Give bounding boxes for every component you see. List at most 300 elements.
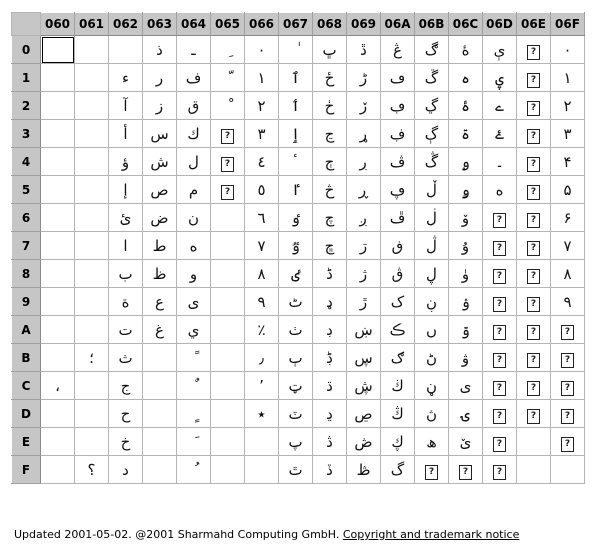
char-cell[interactable] — [143, 456, 177, 484]
char-cell[interactable] — [211, 36, 245, 64]
copyright-link[interactable]: Copyright and trademark notice — [342, 528, 520, 541]
char-cell[interactable]: ښ — [347, 316, 381, 344]
char-cell[interactable] — [41, 148, 75, 176]
char-cell[interactable]: ڌ — [313, 372, 347, 400]
char-cell[interactable]: ٪ — [245, 316, 279, 344]
char-cell[interactable]: ٶ — [279, 204, 313, 232]
char-cell[interactable] — [75, 288, 109, 316]
column-header: 06E — [517, 13, 551, 36]
char-cell[interactable]: ڃ — [313, 120, 347, 148]
row-header: 0 — [12, 36, 41, 64]
char-cell[interactable]: ڶ — [415, 204, 449, 232]
char-cell[interactable]: ؟ — [75, 456, 109, 484]
char-cell[interactable]: ٴ — [279, 148, 313, 176]
char-cell[interactable]: غ — [143, 316, 177, 344]
char-cell[interactable]: ڟ — [347, 456, 381, 484]
char-cell[interactable] — [483, 204, 517, 232]
char-cell[interactable] — [517, 64, 551, 92]
char-cell[interactable]: ڜ — [347, 372, 381, 400]
char-cell[interactable]: ڙ — [347, 288, 381, 316]
char-cell[interactable]: ل — [177, 148, 211, 176]
char-cell[interactable]: ڠ — [381, 36, 415, 64]
char-cell[interactable]: ظ — [143, 260, 177, 288]
char-cell[interactable]: ٷ — [279, 232, 313, 260]
missing-glyph-icon: ? — [527, 409, 540, 424]
char-cell[interactable]: ڞ — [347, 428, 381, 456]
char-cell[interactable]: ڣ — [381, 120, 415, 148]
column-header: 064 — [177, 13, 211, 36]
char-cell[interactable] — [517, 456, 551, 484]
char-cell[interactable] — [75, 260, 109, 288]
char-cell[interactable]: ڍ — [313, 400, 347, 428]
char-cell[interactable] — [517, 428, 551, 456]
char-cell[interactable] — [75, 400, 109, 428]
char-cell[interactable] — [143, 428, 177, 456]
char-cell[interactable]: ڡ — [381, 64, 415, 92]
char-cell[interactable] — [211, 428, 245, 456]
char-cell[interactable] — [41, 428, 75, 456]
char-cell[interactable] — [109, 36, 143, 64]
char-cell[interactable]: ې — [483, 36, 517, 64]
char-cell[interactable] — [517, 260, 551, 288]
char-cell[interactable] — [41, 176, 75, 204]
char-cell[interactable]: ێ — [449, 428, 483, 456]
char-cell[interactable]: ٺ — [279, 316, 313, 344]
char-cell[interactable]: ڹ — [415, 288, 449, 316]
char-cell[interactable]: ة — [109, 288, 143, 316]
char-cell[interactable]: ث — [109, 344, 143, 372]
char-cell[interactable]: ڥ — [381, 176, 415, 204]
char-cell[interactable]: ـ — [177, 36, 211, 64]
char-cell[interactable]: ڗ — [347, 232, 381, 260]
char-cell[interactable] — [41, 92, 75, 120]
char-cell[interactable]: ص — [143, 176, 177, 204]
char-cell[interactable]: ۀ — [449, 36, 483, 64]
char-cell[interactable]: ۔ — [483, 148, 517, 176]
char-cell[interactable]: ۃ — [449, 120, 483, 148]
char-cell[interactable] — [517, 232, 551, 260]
char-cell[interactable]: ط — [143, 232, 177, 260]
char-cell[interactable]: ق — [177, 92, 211, 120]
char-cell[interactable] — [517, 36, 551, 64]
char-cell[interactable] — [517, 148, 551, 176]
char-cell[interactable] — [211, 120, 245, 148]
char-cell[interactable]: ٿ — [279, 456, 313, 484]
char-cell[interactable]: ۋ — [449, 344, 483, 372]
char-cell[interactable]: ھ — [415, 428, 449, 456]
char-cell[interactable]: ۈ — [449, 260, 483, 288]
char-cell[interactable]: ۰ — [551, 36, 585, 64]
char-cell[interactable] — [449, 456, 483, 484]
char-cell[interactable]: ڵ — [415, 176, 449, 204]
char-cell[interactable] — [75, 232, 109, 260]
char-cell[interactable]: گ — [381, 456, 415, 484]
char-cell[interactable]: ڀ — [313, 36, 347, 64]
char-cell[interactable] — [245, 428, 279, 456]
char-cell[interactable]: ڐ — [347, 36, 381, 64]
char-cell[interactable]: ۱ — [551, 64, 585, 92]
char-cell[interactable]: ڧ — [381, 232, 415, 260]
char-cell[interactable]: ۉ — [449, 288, 483, 316]
char-cell[interactable]: ٳ — [279, 120, 313, 148]
column-header: 062 — [109, 13, 143, 36]
char-cell[interactable]: ڈ — [313, 260, 347, 288]
char-cell[interactable]: ٸ — [279, 260, 313, 288]
char-cell[interactable]: ڪ — [381, 316, 415, 344]
char-cell[interactable]: ۷ — [551, 232, 585, 260]
char-cell[interactable] — [551, 400, 585, 428]
char-cell[interactable]: ١ — [245, 64, 279, 92]
char-cell[interactable]: ڼ — [415, 372, 449, 400]
char-cell[interactable] — [211, 260, 245, 288]
grid-row — [12, 204, 585, 232]
char-cell[interactable]: ؛ — [75, 344, 109, 372]
char-cell[interactable]: ڂ — [313, 92, 347, 120]
char-cell[interactable]: ڝ — [347, 400, 381, 428]
char-cell[interactable] — [177, 456, 211, 484]
char-cell[interactable]: ۓ — [483, 120, 517, 148]
char-cell[interactable]: ڤ — [381, 148, 415, 176]
char-cell[interactable]: ۹ — [551, 288, 585, 316]
char-cell[interactable]: ۲ — [551, 92, 585, 120]
char-cell[interactable]: څ — [313, 176, 347, 204]
char-cell[interactable]: ب — [109, 260, 143, 288]
missing-glyph-icon: ? — [493, 381, 506, 396]
char-cell[interactable]: ح — [109, 400, 143, 428]
char-cell[interactable] — [211, 204, 245, 232]
char-cell[interactable] — [75, 148, 109, 176]
row-header: 4 — [12, 148, 41, 176]
row-header: 9 — [12, 288, 41, 316]
char-cell[interactable] — [143, 400, 177, 428]
char-cell[interactable]: ڰ — [415, 36, 449, 64]
char-cell[interactable] — [143, 344, 177, 372]
grid-row — [12, 316, 585, 344]
char-cell[interactable] — [483, 288, 517, 316]
char-cell[interactable]: ڑ — [347, 64, 381, 92]
char-cell[interactable]: ، — [41, 372, 75, 400]
char-cell[interactable]: ٩ — [245, 288, 279, 316]
char-cell[interactable] — [75, 428, 109, 456]
char-cell[interactable] — [517, 288, 551, 316]
grid-row — [12, 288, 585, 316]
char-cell[interactable]: ك — [177, 120, 211, 148]
column-header: 060 — [41, 13, 75, 36]
char-cell[interactable]: ه — [177, 232, 211, 260]
char-cell[interactable]: ڒ — [347, 92, 381, 120]
char-cell[interactable] — [483, 260, 517, 288]
char-cell[interactable]: ج — [109, 372, 143, 400]
char-cell[interactable]: ټ — [279, 372, 313, 400]
char-cell[interactable] — [177, 428, 211, 456]
char-cell[interactable]: ڕ — [347, 176, 381, 204]
char-cell[interactable] — [211, 400, 245, 428]
char-cell[interactable]: و — [177, 260, 211, 288]
char-cell[interactable] — [415, 456, 449, 484]
char-cell[interactable]: ڨ — [381, 260, 415, 288]
char-cell[interactable]: ٢ — [245, 92, 279, 120]
char-cell[interactable]: ڊ — [313, 316, 347, 344]
char-cell[interactable] — [211, 288, 245, 316]
char-cell[interactable]: ء — [109, 64, 143, 92]
char-cell[interactable] — [41, 316, 75, 344]
char-cell[interactable]: آ — [109, 92, 143, 120]
char-cell[interactable] — [41, 64, 75, 92]
char-cell[interactable]: ٭ — [245, 400, 279, 428]
char-cell[interactable]: ذ — [143, 36, 177, 64]
char-cell[interactable] — [483, 428, 517, 456]
char-cell[interactable] — [551, 372, 585, 400]
char-cell[interactable] — [211, 372, 245, 400]
char-cell[interactable]: ٻ — [279, 344, 313, 372]
char-cell[interactable]: ہ — [449, 64, 483, 92]
char-cell[interactable] — [517, 204, 551, 232]
char-cell[interactable]: ۂ — [449, 92, 483, 120]
char-cell[interactable] — [75, 64, 109, 92]
missing-glyph-icon: ? — [493, 353, 506, 368]
char-cell[interactable]: ض — [143, 204, 177, 232]
char-cell[interactable]: پ — [279, 428, 313, 456]
char-cell[interactable]: ٹ — [279, 288, 313, 316]
char-cell[interactable] — [41, 36, 75, 64]
char-cell[interactable]: ڬ — [381, 372, 415, 400]
char-cell[interactable]: ٱ — [279, 64, 313, 92]
char-cell[interactable] — [211, 148, 245, 176]
char-cell[interactable] — [211, 456, 245, 484]
char-cell[interactable]: ڱ — [415, 64, 449, 92]
char-cell[interactable]: ە — [483, 176, 517, 204]
grid-row — [12, 456, 585, 484]
char-cell[interactable]: ۄ — [449, 148, 483, 176]
char-cell[interactable]: إ — [109, 176, 143, 204]
char-cell[interactable] — [483, 316, 517, 344]
char-cell[interactable] — [211, 316, 245, 344]
missing-glyph-icon: ? — [527, 213, 540, 228]
char-cell[interactable]: ڸ — [415, 260, 449, 288]
char-cell[interactable]: ٬ — [245, 372, 279, 400]
char-cell[interactable] — [211, 92, 245, 120]
char-cell[interactable]: ڢ — [381, 92, 415, 120]
char-cell[interactable]: ٽ — [279, 400, 313, 428]
char-cell[interactable]: چ — [313, 204, 347, 232]
char-cell[interactable] — [279, 36, 313, 64]
char-cell[interactable]: س — [143, 120, 177, 148]
char-cell[interactable] — [211, 232, 245, 260]
char-cell[interactable] — [517, 120, 551, 148]
char-cell[interactable] — [75, 316, 109, 344]
grid-row — [12, 64, 585, 92]
char-cell[interactable]: ڻ — [415, 344, 449, 372]
char-cell[interactable] — [483, 372, 517, 400]
char-cell[interactable]: ڷ — [415, 232, 449, 260]
char-cell[interactable] — [41, 204, 75, 232]
char-cell[interactable]: ړ — [347, 120, 381, 148]
char-cell[interactable]: ے — [483, 92, 517, 120]
char-cell[interactable]: ف — [177, 64, 211, 92]
char-cell[interactable]: ع — [143, 288, 177, 316]
char-cell[interactable]: ڄ — [313, 148, 347, 176]
char-cell[interactable] — [551, 344, 585, 372]
char-cell[interactable]: ځ — [313, 64, 347, 92]
char-cell[interactable]: ګ — [381, 344, 415, 372]
char-cell[interactable] — [75, 36, 109, 64]
missing-glyph-icon: ? — [493, 409, 506, 424]
row-header: 2 — [12, 92, 41, 120]
footer-text: Updated 2001-05-02. @2001 Sharmahd Computing GmbH. — [14, 528, 343, 541]
char-cell[interactable]: ږ — [347, 204, 381, 232]
missing-glyph-icon: ? — [561, 437, 574, 452]
char-cell[interactable]: ۵ — [551, 176, 585, 204]
row-header: C — [12, 372, 41, 400]
missing-glyph-icon: ? — [527, 45, 540, 60]
char-cell[interactable]: ډ — [313, 288, 347, 316]
grid-row — [12, 176, 585, 204]
char-cell[interactable]: ؤ — [109, 148, 143, 176]
char-cell[interactable]: ی — [449, 372, 483, 400]
char-cell[interactable]: ڎ — [313, 428, 347, 456]
char-cell[interactable] — [75, 120, 109, 148]
missing-glyph-icon: ? — [527, 269, 540, 284]
char-cell[interactable] — [551, 428, 585, 456]
char-cell[interactable] — [483, 456, 517, 484]
missing-glyph-icon: ? — [221, 185, 234, 200]
char-cell[interactable] — [41, 260, 75, 288]
char-cell[interactable]: ش — [143, 148, 177, 176]
char-cell[interactable] — [517, 176, 551, 204]
char-cell[interactable]: ئ — [109, 204, 143, 232]
char-cell[interactable] — [211, 64, 245, 92]
char-cell[interactable]: ڛ — [347, 344, 381, 372]
char-cell[interactable]: ڳ — [415, 120, 449, 148]
char-cell[interactable]: ٥ — [245, 176, 279, 204]
char-cell[interactable]: ت — [109, 316, 143, 344]
row-header: 5 — [12, 176, 41, 204]
char-cell[interactable]: ڭ — [381, 400, 415, 428]
char-cell[interactable] — [551, 316, 585, 344]
char-cell[interactable]: ۍ — [449, 400, 483, 428]
char-cell[interactable]: ڲ — [415, 92, 449, 120]
missing-glyph-icon: ? — [527, 325, 540, 340]
char-cell[interactable]: ڽ — [415, 400, 449, 428]
char-cell[interactable]: ڦ — [381, 204, 415, 232]
column-header: 06C — [449, 13, 483, 36]
char-cell[interactable] — [517, 372, 551, 400]
char-cell[interactable] — [41, 456, 75, 484]
char-cell[interactable]: ٣ — [245, 120, 279, 148]
char-cell[interactable]: ۴ — [551, 148, 585, 176]
char-cell[interactable]: م — [177, 176, 211, 204]
char-cell[interactable] — [41, 400, 75, 428]
missing-glyph-icon: ? — [527, 129, 540, 144]
column-header: 063 — [143, 13, 177, 36]
char-cell[interactable] — [517, 92, 551, 120]
char-cell[interactable] — [211, 176, 245, 204]
corner-cell — [12, 13, 41, 36]
char-cell[interactable]: ڴ — [415, 148, 449, 176]
char-cell[interactable] — [177, 400, 211, 428]
char-cell[interactable]: ڮ — [381, 428, 415, 456]
missing-glyph-icon: ? — [527, 157, 540, 172]
char-cell[interactable]: ن — [177, 204, 211, 232]
char-cell[interactable]: ۳ — [551, 120, 585, 148]
missing-glyph-icon: ? — [493, 241, 506, 256]
char-cell[interactable] — [75, 372, 109, 400]
char-cell[interactable]: ٫ — [245, 344, 279, 372]
char-cell[interactable] — [177, 372, 211, 400]
char-cell[interactable]: ۑ — [483, 64, 517, 92]
char-cell[interactable]: ر — [143, 64, 177, 92]
char-cell[interactable]: ۅ — [449, 176, 483, 204]
missing-glyph-icon: ? — [493, 465, 506, 480]
char-cell[interactable]: ۆ — [449, 204, 483, 232]
char-cell[interactable]: ٠ — [245, 36, 279, 64]
char-cell[interactable]: ا — [109, 232, 143, 260]
char-cell[interactable] — [75, 204, 109, 232]
char-cell[interactable] — [75, 92, 109, 120]
char-cell[interactable] — [483, 232, 517, 260]
char-cell[interactable] — [551, 456, 585, 484]
char-cell[interactable]: ز — [143, 92, 177, 120]
char-cell[interactable] — [517, 344, 551, 372]
char-cell[interactable]: ۶ — [551, 204, 585, 232]
char-cell[interactable]: ٦ — [245, 204, 279, 232]
char-cell[interactable] — [517, 400, 551, 428]
char-cell[interactable]: ۊ — [449, 316, 483, 344]
char-cell[interactable]: ي — [177, 316, 211, 344]
char-cell[interactable]: ک — [381, 288, 415, 316]
row-header: 3 — [12, 120, 41, 148]
missing-glyph-icon: ? — [561, 409, 574, 424]
char-cell[interactable] — [483, 344, 517, 372]
char-cell[interactable]: ٲ — [279, 92, 313, 120]
char-cell[interactable] — [245, 456, 279, 484]
char-cell[interactable]: ژ — [347, 260, 381, 288]
char-cell[interactable]: أ — [109, 120, 143, 148]
grid-body — [12, 36, 585, 484]
char-cell[interactable]: ڏ — [313, 456, 347, 484]
char-cell[interactable]: ۇ — [449, 232, 483, 260]
char-cell[interactable] — [177, 344, 211, 372]
char-cell[interactable] — [41, 120, 75, 148]
char-cell[interactable]: ٤ — [245, 148, 279, 176]
char-cell[interactable]: ٧ — [245, 232, 279, 260]
char-cell[interactable] — [75, 176, 109, 204]
char-cell[interactable] — [41, 288, 75, 316]
char-cell[interactable]: ں — [415, 316, 449, 344]
char-cell[interactable] — [483, 400, 517, 428]
char-cell[interactable]: ٵ — [279, 176, 313, 204]
char-cell[interactable]: د — [109, 456, 143, 484]
footer — [14, 528, 519, 541]
char-cell[interactable] — [211, 344, 245, 372]
char-cell[interactable] — [517, 316, 551, 344]
missing-glyph-icon: ? — [493, 437, 506, 452]
char-cell[interactable]: ڋ — [313, 344, 347, 372]
char-cell[interactable] — [41, 232, 75, 260]
column-header: 061 — [75, 13, 109, 36]
missing-glyph-icon: ? — [527, 101, 540, 116]
char-cell[interactable]: ۸ — [551, 260, 585, 288]
missing-glyph-icon: ? — [527, 381, 540, 396]
char-cell[interactable]: ى — [177, 288, 211, 316]
char-cell[interactable]: خ — [109, 428, 143, 456]
missing-glyph-icon: ? — [561, 353, 574, 368]
char-cell[interactable]: ڇ — [313, 232, 347, 260]
char-cell[interactable]: ٨ — [245, 260, 279, 288]
char-cell[interactable] — [41, 344, 75, 372]
char-cell[interactable]: ڔ — [347, 148, 381, 176]
char-cell[interactable] — [143, 372, 177, 400]
